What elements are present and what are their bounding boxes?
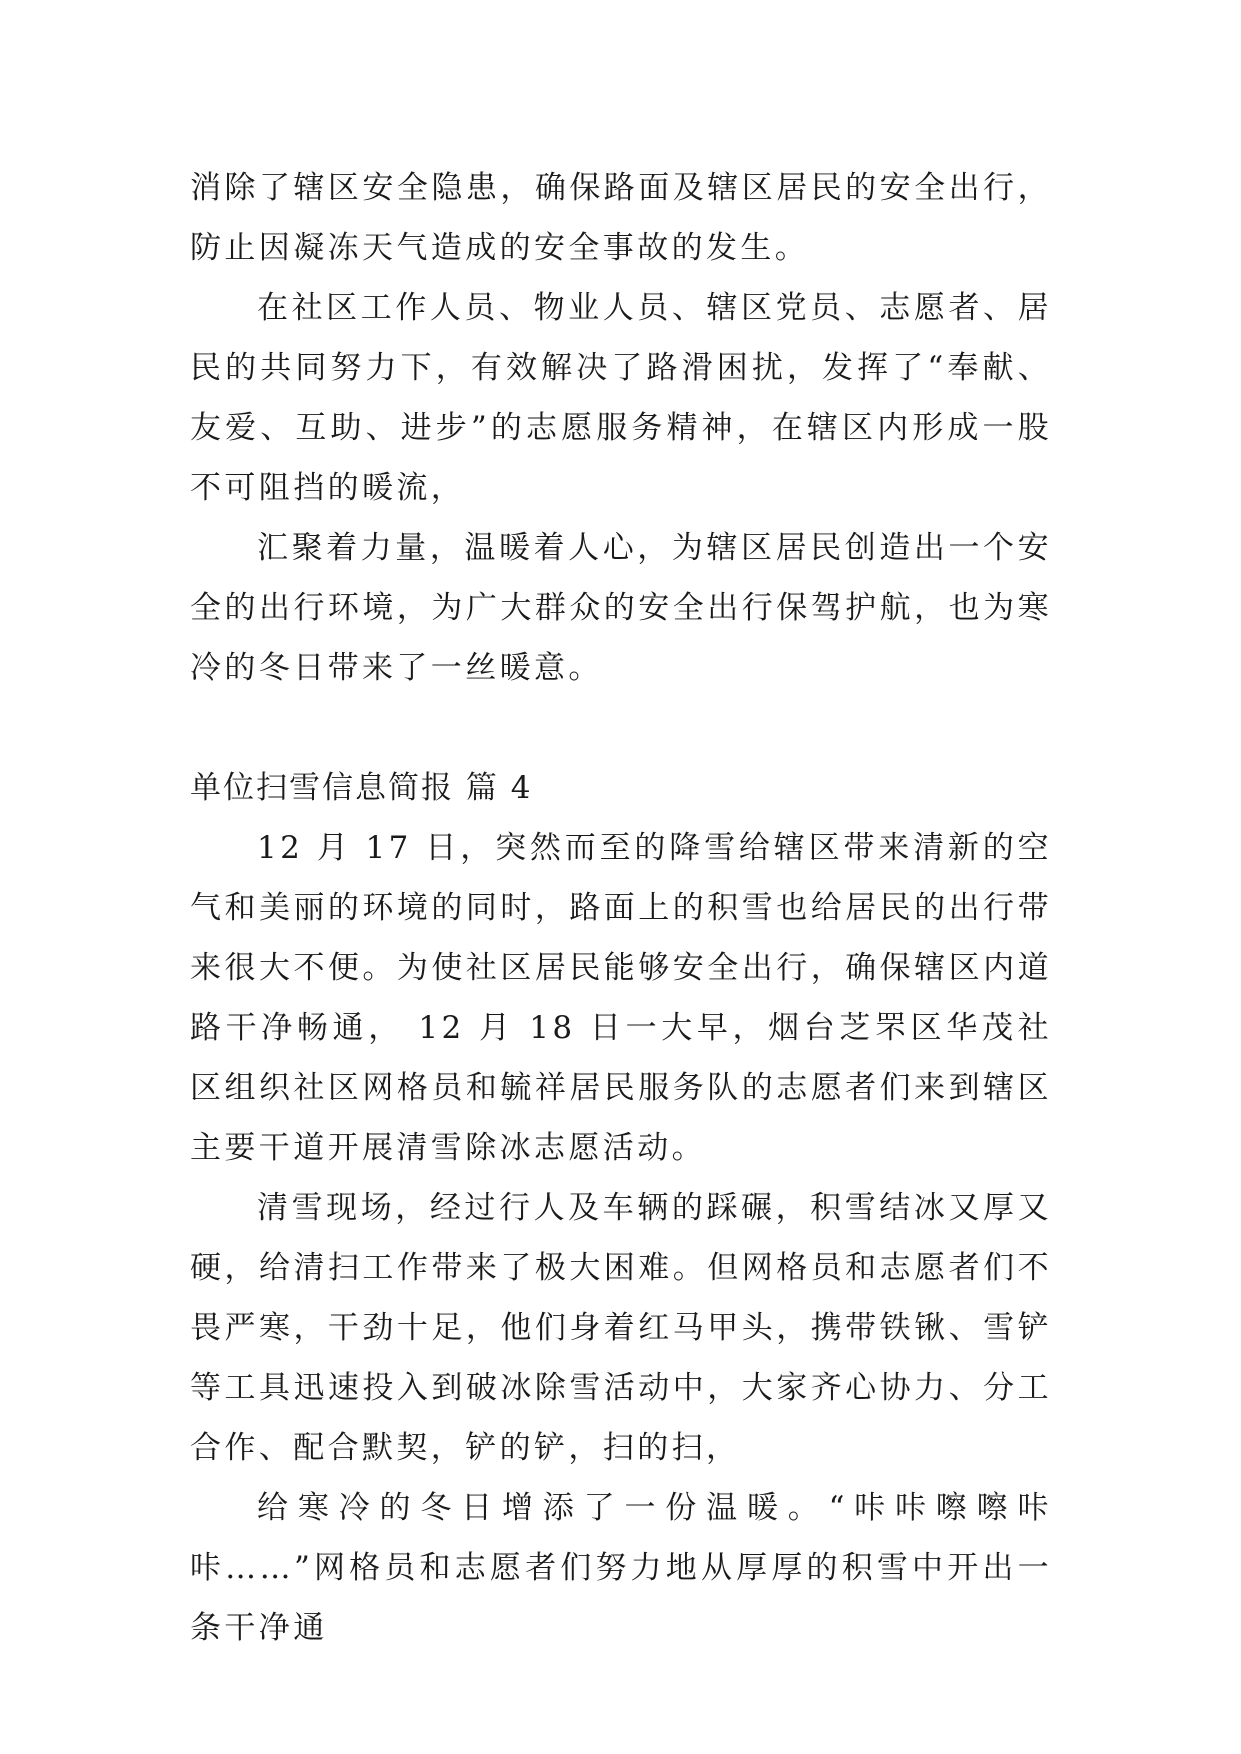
paragraph-4: 12 月 17 日，突然而至的降雪给辖区带来清新的空气和美丽的环境的同时，路面上的积雪也给居民的出行带来很大不便。为使社区居民能够安全出行，确保辖区内道路干净畅通， 12 月 18 日一大早，烟台芝罘区华茂社区组织社区网格员和毓祥居民服务队的志愿者们来到辖区主要干道开展清雪除冰志愿活动。 (190, 830, 1052, 1166)
paragraph-5: 清雪现场，经过行人及车辆的踩碾，积雪结冰又厚又硬，给清扫工作带来了极大困难。但网格员和志愿者们不畏严寒，干劲十足，他们身着红马甲头，携带铁锹、雪铲等工具迅速投入到破冰除雪活动中，大家齐心协力、分工合作、配合默契，铲的铲，扫的扫， (190, 1190, 1052, 1466)
paragraph-6: 给寒冷的冬日增添了一份温暖。“咔咔嚓嚓咔咔……”网格员和志愿者们努力地从厚厚的积雪中开出一条干净通 (190, 1490, 1052, 1646)
blank-line (190, 698, 1052, 758)
paragraph-2: 在社区工作人员、物业人员、辖区党员、志愿者、居民的共同努力下，有效解决了路滑困扰，发挥了“奉献、友爱、互助、进步”的志愿服务精神，在辖区内形成一股不可阻挡的暖流， (190, 290, 1052, 506)
paragraph-3: 汇聚着力量，温暖着人心，为辖区居民创造出一个安全的出行环境，为广大群众的安全出行保驾护航，也为寒冷的冬日带来了一丝暖意。 (190, 530, 1052, 686)
section-title: 单位扫雪信息简报 篇 4 (190, 770, 533, 806)
paragraph-1: 消除了辖区安全隐患，确保路面及辖区居民的安全出行，防止因凝冻天气造成的安全事故的发生。 (190, 170, 1052, 266)
document-page (190, 158, 1052, 1658)
